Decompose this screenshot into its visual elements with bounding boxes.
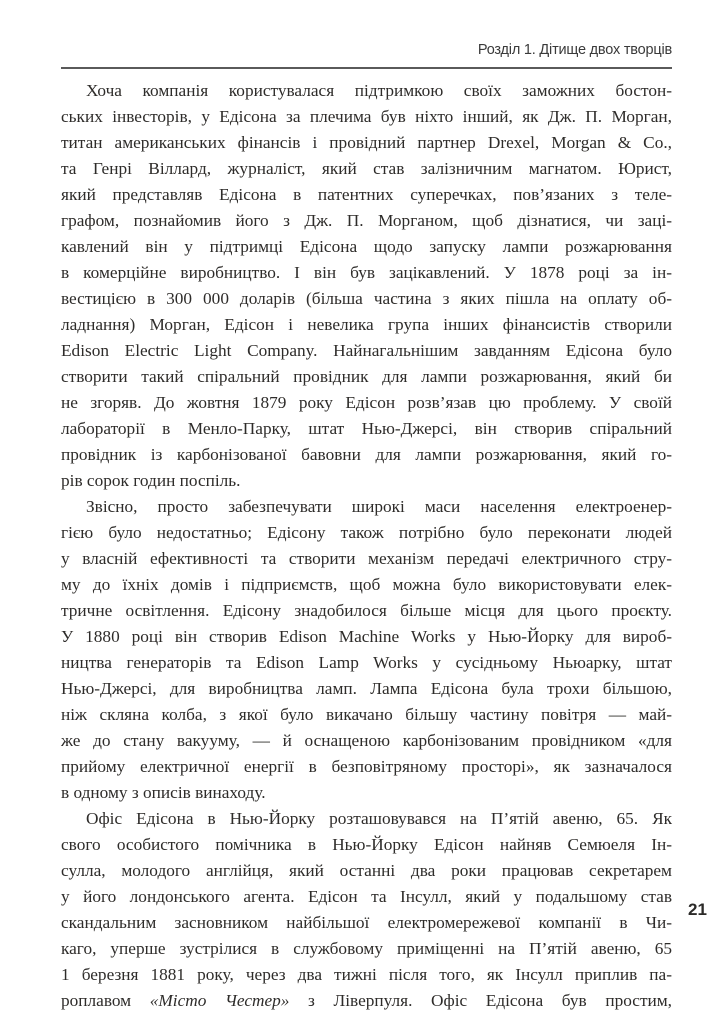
text-line: гією було недостатньо; Едісону також потрібно було переконати людей <box>61 523 672 542</box>
text-line: ництва генераторів та Edison Lamp Works у сусідньому Ньюарку, штат <box>61 653 672 672</box>
text-line: графом, познайомив його з Дж. П. Морганом, щоб дізнатися, чи заці- <box>61 211 672 230</box>
paragraph <box>61 78 672 494</box>
text-segment: роплавом <box>61 991 150 1010</box>
ship-name: «Місто Честер» <box>149 991 290 1010</box>
running-head: Розділ 1. Дітище двох творців <box>477 42 672 58</box>
text-line: не згоряв. До жовтня 1879 року Едісон розв’язав цю проблему. У своїй <box>61 393 672 412</box>
text-segment: з Ліверпуля. Офіс Едісона був простим, <box>289 991 673 1010</box>
text-line: же до стану вакууму, — й оснащеною карбонізованим провідником «для <box>61 731 672 750</box>
text-line: прийому електричної енергії в безповітряному просторі», як зазначалося <box>61 757 672 776</box>
text-line: в одному з описів винаходу. <box>61 783 266 802</box>
text-line: 1 березня 1881 року, через два тижні після того, як Інсулл приплив па- <box>61 965 672 984</box>
text-line: скандальним засновником найбільшої електромережевої компанії в Чи- <box>61 913 672 932</box>
text-line: у його лондонського агента. Едісон та Інсулл, який у подальшому став <box>61 887 672 906</box>
text-line: Офіс Едісона в Нью-Йорку розташовувався на П’ятій авеню, 65. Як <box>86 809 672 828</box>
text-line: Edison Electric Light Company. Найнагальнішим завданням Едісона було <box>61 341 672 360</box>
text-line: свого особистого помічника в Нью-Йорку Едісон найняв Семюеля Ін- <box>61 835 672 854</box>
page-number: 21 <box>688 900 707 919</box>
text-line: Хоча компанія користувалася підтримкою своїх заможних бостон- <box>86 81 672 100</box>
text-line: сулла, молодого англійця, який останні два роки працював секретарем <box>61 861 672 880</box>
text-line: ніж скляна колба, з якої було викачано більшу частину повітря — май- <box>61 705 672 724</box>
text-line <box>61 988 672 1014</box>
paragraph <box>61 806 672 1014</box>
text-line: ських інвесторів, у Едісона за плечима був ніхто інший, як Дж. П. Морган, <box>61 107 672 126</box>
text-line: кавлений він у підтримці Едісона щодо запуску лампи розжарювання <box>61 237 672 256</box>
text-line: який представляв Едісона в патентних суперечках, пов’язаних з теле- <box>61 185 672 204</box>
text-line: створити такий спіральний провідник для лампи розжарювання, який би <box>61 367 672 386</box>
text-line: му до їхніх домів і підприємств, щоб можна було використовувати елек- <box>61 575 672 594</box>
text-line: титан американських фінансів і провідний партнер Drexel, Morgan & Co., <box>61 133 672 152</box>
header-rule <box>61 67 672 69</box>
text-line: вестицією в 300 000 доларів (більша частина з яких пішла на оплату об- <box>61 289 672 308</box>
paragraph <box>61 494 672 806</box>
text-line: У 1880 році він створив Edison Machine Works у Нью-Йорку для вироб- <box>61 627 672 646</box>
text-line: у власній ефективності та створити механізм передачі електричного стру- <box>61 549 672 568</box>
body-text <box>61 78 672 1014</box>
text-line: в комерційне виробництво. І він був зацікавлений. У 1878 році за ін- <box>61 263 672 282</box>
text-line: тричне освітлення. Едісону знадобилося більше місця для цього проєкту. <box>61 601 672 620</box>
text-line: Нью-Джерсі, для виробництва ламп. Лампа Едісона була трохи більшою, <box>61 679 672 698</box>
text-line: та Генрі Віллард, журналіст, який став залізничним магнатом. Юрист, <box>61 159 672 178</box>
text-line: Звісно, просто забезпечувати широкі маси населення електроенер- <box>86 497 672 516</box>
text-line: каго, уперше зустрілися в службовому приміщенні на П’ятій авеню, 65 <box>61 939 672 958</box>
text-line: лабораторії в Менло-Парку, штат Нью-Джерсі, він створив спіральний <box>61 419 672 438</box>
text-line: провідник із карбонізованої бавовни для лампи розжарювання, який го- <box>61 445 672 464</box>
text-line: рів сорок годин поспіль. <box>61 471 241 490</box>
text-line: ладнання) Морган, Едісон і невелика група інших фінансистів створили <box>61 315 672 334</box>
